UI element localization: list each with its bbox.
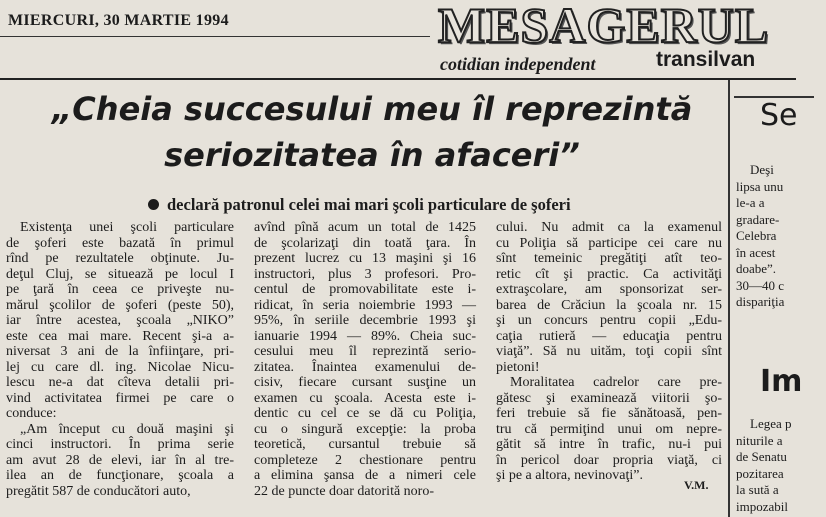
text-line: dentic cu cel ce se dă cu Poliţia,: [254, 406, 476, 421]
text-line: cu o singură excepţie: la proba: [254, 421, 476, 437]
text-line: niturile a: [736, 432, 783, 448]
newspaper-tagline-right: transilvan: [656, 48, 756, 71]
text-line: gradare-: [736, 211, 780, 227]
text-line: lej cu care dl. ing. Nicolae Nicu-: [6, 359, 234, 375]
masthead-rule: [0, 78, 796, 80]
text-line: iar între acestea, şcoala „NIKO”: [6, 313, 234, 328]
text-line: feri trebuie să fie sănătoasă, pen-: [496, 406, 722, 421]
date-rule: [0, 36, 430, 37]
text-line: barea de Crăciun la şcoala nr. 15: [496, 297, 722, 313]
adjacent-article: [734, 80, 803, 517]
text-line: Celebra: [736, 228, 777, 243]
text-line: lescu ne-a dat cîteva detalii pri-: [6, 375, 234, 390]
text-line: Existenţa unei şcoli particulare: [20, 220, 234, 235]
text-line: deţul Cluj, se situează pe locul I: [6, 266, 234, 282]
newspaper-title: MESAGERUL: [438, 0, 770, 53]
author-signature: V.M.: [684, 478, 709, 492]
text-line: „Am început cu două maşini şi: [20, 421, 234, 437]
text-line: ianuarie 1994 — 89%. Cheia suc-: [254, 328, 476, 344]
text-line: doabe”.: [736, 261, 777, 276]
text-line: centul de promovabilitate este i-: [254, 282, 476, 297]
text-line: prezent lucrez cu 13 maşini şi 16: [254, 251, 476, 266]
article-column-2: [254, 220, 476, 499]
text-line: de Senatu: [736, 449, 787, 464]
text-line: în pericol doar propria viaţă, ci: [496, 452, 722, 468]
text-line: cinci instructori. În prima serie: [6, 437, 234, 452]
text-line: gătesc şi examinează viitorii şo-: [496, 390, 722, 406]
text-line: 22 de puncte doar datorită noro-: [254, 483, 434, 499]
text-line: extraşcolare, am sponsorizat ser-: [496, 282, 722, 297]
text-line: pietoni!: [496, 359, 540, 375]
text-line: completeze 2 chestionare pentru: [254, 452, 476, 468]
text-line: am avut 28 de elevi, iar în al tre-: [6, 452, 234, 468]
text-line: viaţă”. Să nu uităm, toţi copii sînt: [496, 344, 722, 359]
text-line: a elimina şansa de a nimeri cele: [254, 468, 476, 483]
text-line: vind activitatea firmei pe care o: [6, 390, 234, 406]
newspaper-tagline: cotidian independent: [440, 54, 596, 74]
issue-date: MIERCURI, 30 MARTIE 1994: [8, 12, 229, 29]
article-column-3: [496, 220, 722, 484]
text-line: caţia rutieră — educaţia pentru: [496, 328, 722, 344]
text-line: pregătit 587 de conducători auto,: [6, 483, 191, 499]
text-line: cisiv, fiecare cursant susţine un: [254, 375, 476, 390]
text-line: impozabil: [736, 498, 788, 514]
text-line: Deşi: [750, 162, 774, 177]
text-line: 30—40 c: [736, 277, 785, 293]
column-divider: [728, 80, 730, 517]
text-line: în acest: [736, 244, 776, 260]
headline-line-2: seriozitatea în afaceri”: [164, 136, 580, 174]
article-headline: [22, 86, 722, 178]
text-line: Moralitatea cadrelor care pre-: [510, 375, 722, 390]
headline-line-1: „Cheia succesului meu îl reprezintă: [51, 90, 693, 128]
text-line: examen cu şcoala. Acesta este i-: [254, 390, 476, 406]
text-line: Legea p: [750, 416, 792, 431]
text-line: şi un concurs pentru copii „Edu-: [496, 313, 722, 328]
bullet-icon: [148, 199, 159, 210]
text-line: teoretică, cursantul trebuie să: [254, 437, 476, 452]
adjacent-heading-bottom: Im: [760, 364, 803, 399]
text-line: pe ţară în ceea ce priveşte nu-: [6, 282, 234, 297]
text-line: conduce:: [6, 406, 57, 421]
text-line: pozitarea: [736, 465, 784, 481]
article-subhead: [148, 195, 708, 215]
text-line: cului. Nu admit ca la examenul: [496, 220, 722, 235]
text-line: de şoferi este bazată în primul: [6, 235, 234, 251]
text-line: instructori, plus 3 profesori. Pro-: [254, 266, 476, 282]
text-line: sînt temeinic pregătiţi atît teo-: [496, 251, 722, 266]
text-line: ilea an de funcţionare, şcoala a: [6, 468, 234, 483]
text-line: mărul şcolilor de şoferi (peste 50),: [6, 297, 234, 313]
text-line: lipsa unu: [736, 178, 784, 194]
text-line: gătit să intre în trafic, nu-i pui: [496, 437, 722, 452]
adjacent-text-bottom: [736, 416, 826, 515]
adjacent-heading-top: Se: [760, 98, 798, 133]
text-line: este cea mai mare. Recent şi-a a-: [6, 328, 234, 344]
text-line: retic cît şi practic. Ca activităţi: [496, 266, 722, 282]
adjacent-text-top: [736, 162, 826, 311]
subhead-text: declară patronul celei mai mari şcoli particulare de şoferi: [167, 195, 571, 214]
text-line: zitatea. Înaintea examenului de-: [254, 359, 476, 375]
text-line: avînd pînă acum un total de 1425: [254, 220, 476, 235]
text-line: tru că permiţind unui om nepre-: [496, 421, 722, 437]
text-line: dispariţia: [736, 294, 785, 309]
text-line: 95%, în seriile decembrie 1993 şi: [254, 313, 476, 328]
text-line: de şcolarizaţi din toată ţara. În: [254, 235, 476, 251]
text-line: ridicat, în seria noiembrie 1993 —: [254, 297, 476, 313]
text-line: niversat 3 ani de la înfiinţare, pri-: [6, 344, 234, 359]
text-line: rînd pe rezultatele obţinute. Ju-: [6, 251, 234, 266]
article-column-1: [6, 220, 234, 499]
text-line: cu Poliţia să participe cei care nu: [496, 235, 722, 251]
text-line: cesului meu îl reprezintă serio-: [254, 344, 476, 359]
text-line: la sută a: [736, 482, 779, 497]
text-line: le-a a: [736, 195, 765, 210]
text-line: şi pe a altora, nevinovaţi”.: [496, 468, 643, 483]
